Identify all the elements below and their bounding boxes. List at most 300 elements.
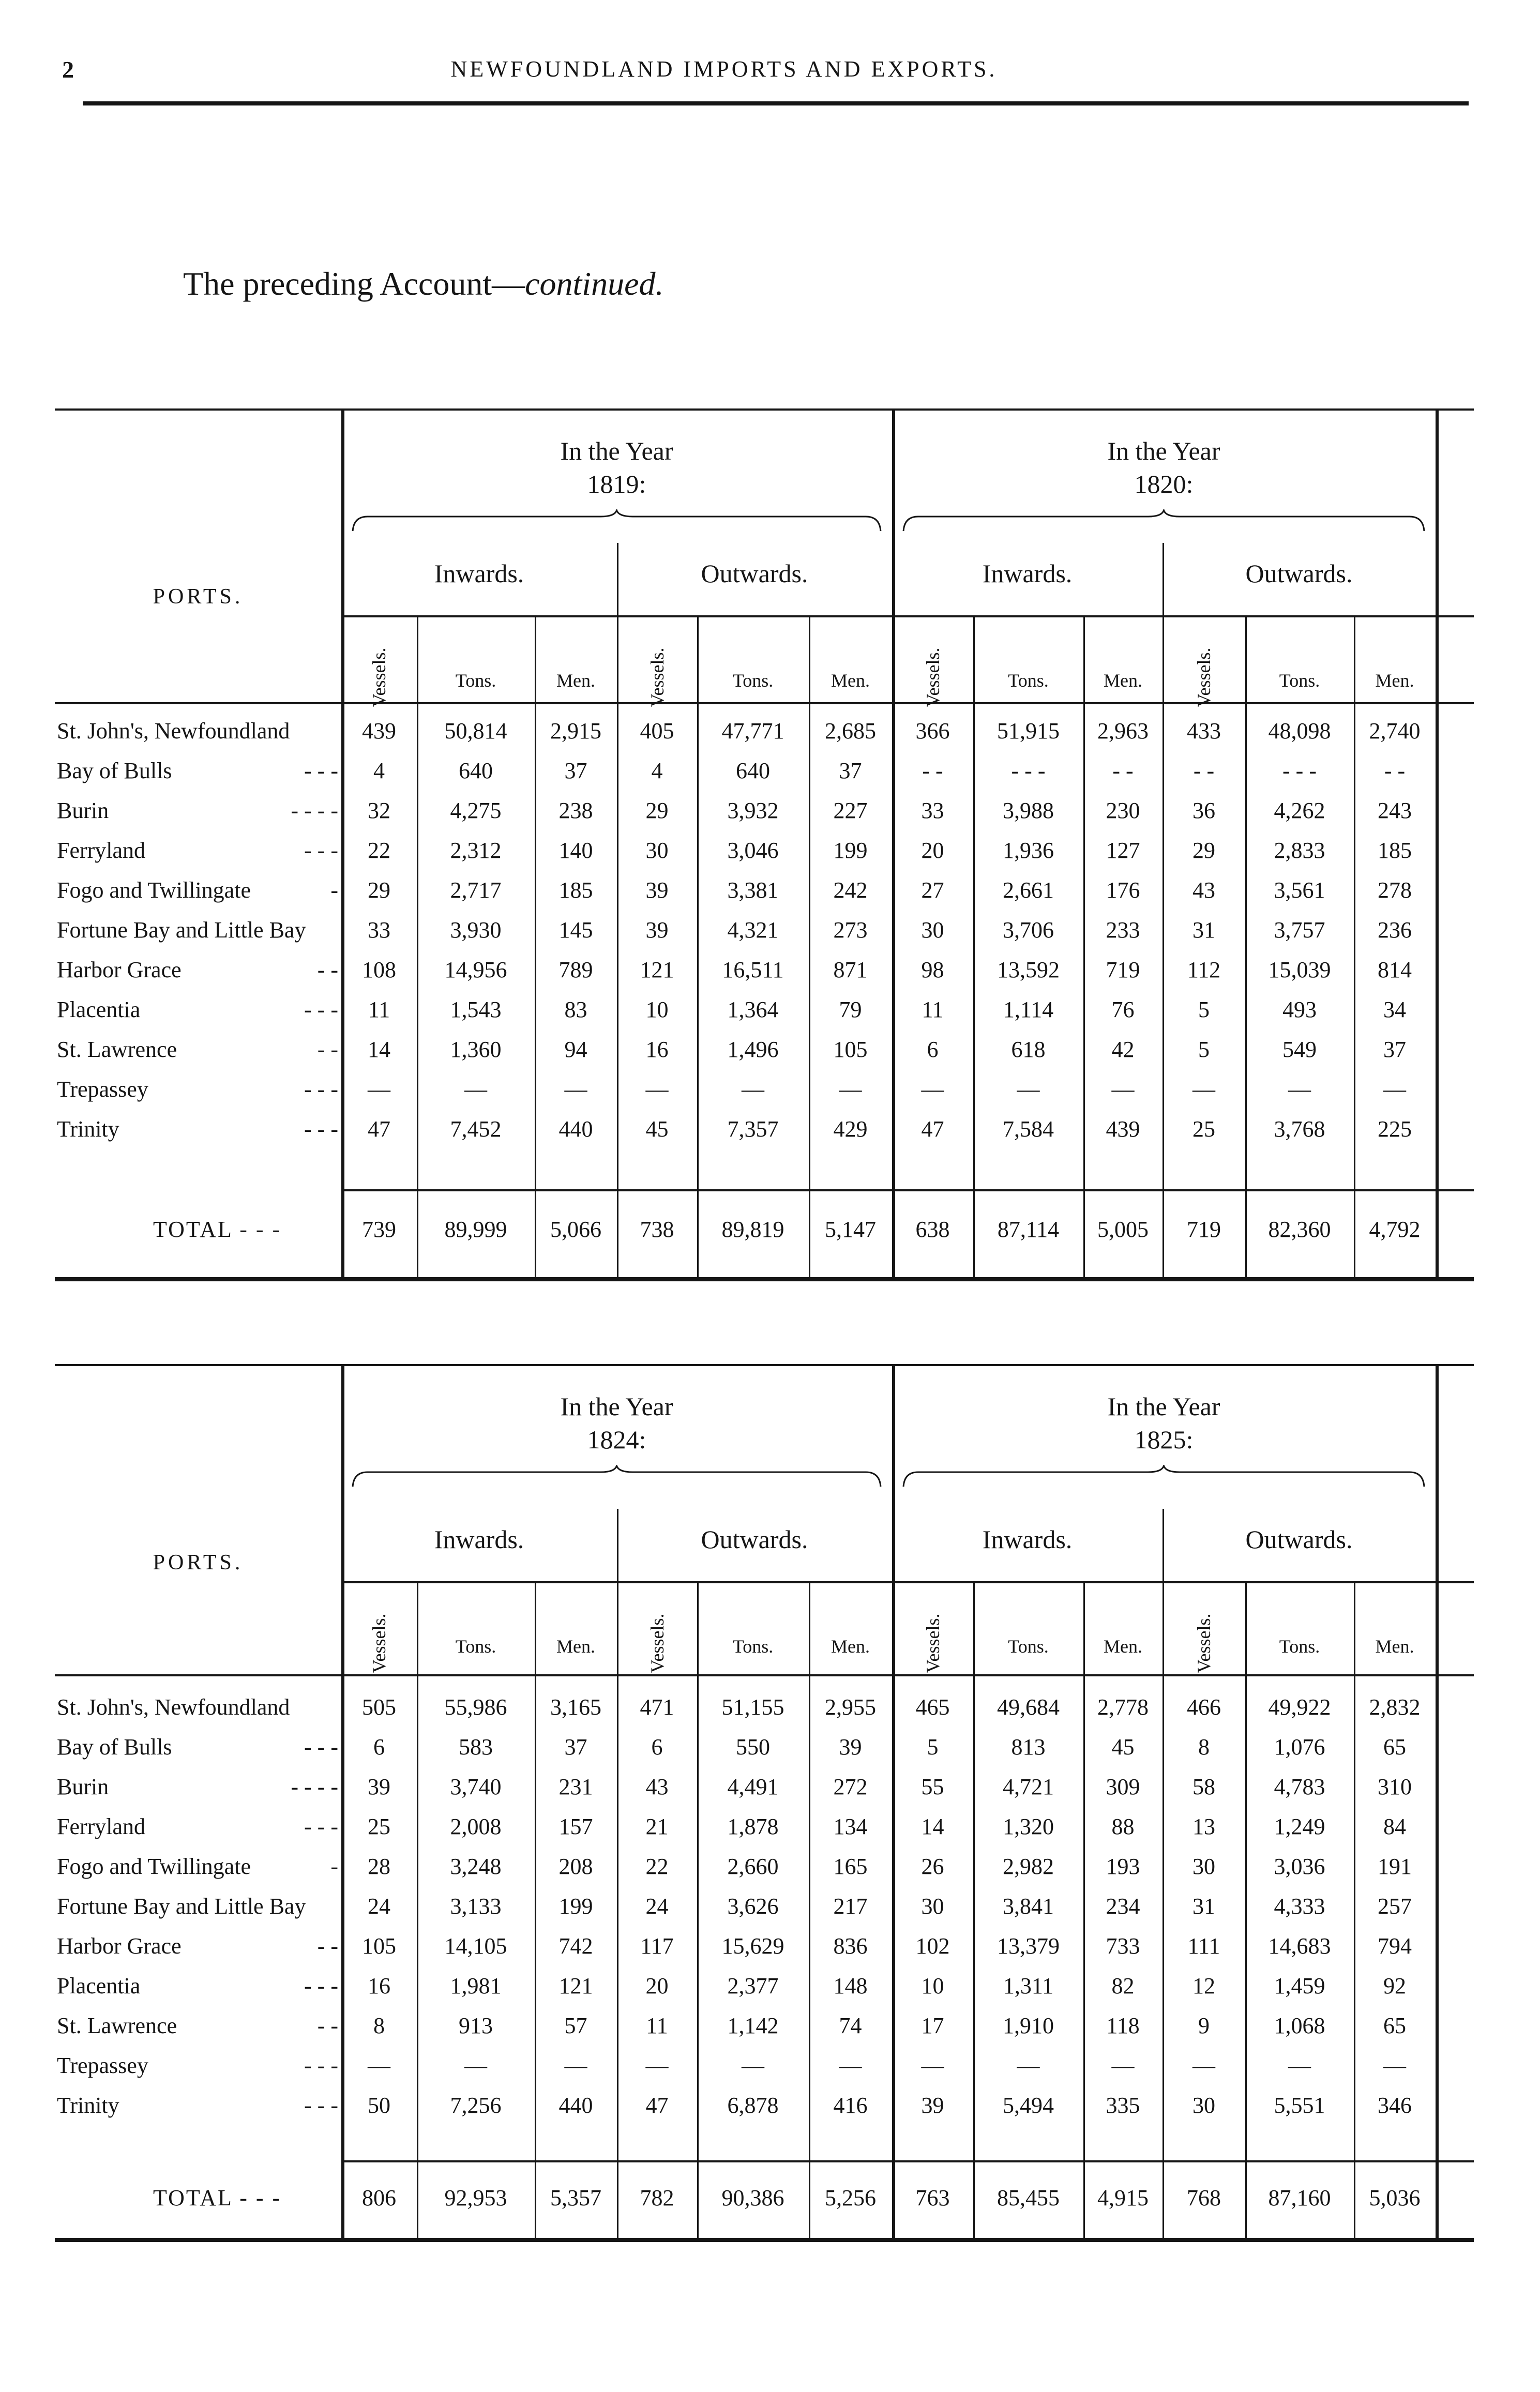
leader-dots: - - -	[304, 997, 338, 1022]
table-cell: 25	[1192, 1116, 1215, 1142]
port-name	[57, 1853, 344, 1880]
table-cell: 15,629	[721, 1933, 784, 1959]
port-label: Fortune Bay and Little Bay	[57, 1894, 306, 1919]
port-label: Harbor Grace	[57, 1933, 182, 1959]
table-cell: 121	[640, 957, 674, 982]
table-cell: 111	[1187, 1933, 1220, 1959]
table-cell: 440	[558, 1116, 593, 1142]
leader-dots: - - -	[304, 838, 338, 863]
total-label: TOTAL - - -	[153, 1217, 282, 1242]
leader-dots: - - - -	[291, 798, 338, 823]
port-name	[57, 1694, 344, 1720]
total-cell: 89,819	[721, 1217, 784, 1242]
total-cell: 5,357	[550, 2185, 601, 2211]
table-cell: 871	[833, 957, 868, 982]
table-cell: 39	[368, 1774, 390, 1799]
table-cell: 30	[921, 917, 944, 943]
port-label: Ferryland	[57, 1814, 146, 1839]
table-cell: —	[1111, 2053, 1135, 2078]
table-cell: 118	[1106, 2013, 1140, 2038]
year-label-text: In the Year	[560, 436, 673, 465]
table-cell: 11	[646, 2013, 668, 2038]
table-cell: 94	[564, 1037, 587, 1062]
port-name	[57, 877, 344, 903]
table-cell: 26	[921, 1854, 944, 1879]
table-cell: 208	[558, 1854, 593, 1879]
table-cell: 4,262	[1274, 798, 1325, 823]
table-cell: 76	[1111, 997, 1135, 1022]
total-cell: 763	[915, 2185, 950, 2211]
total-cell: 4,792	[1369, 1217, 1421, 1242]
year-heading	[892, 1390, 1436, 1456]
total-rule	[341, 2160, 1474, 2162]
table-cell: 550	[736, 1734, 770, 1760]
table-cell: 83	[564, 997, 587, 1022]
table-cell: 13,592	[997, 957, 1060, 982]
table-cell: 1,543	[450, 997, 502, 1022]
table-cell: 4	[373, 758, 385, 783]
table-cell: 37	[564, 758, 587, 783]
table-cell: 3,036	[1274, 1854, 1325, 1879]
table-cell: —	[368, 2053, 390, 2078]
table-cell: —	[1288, 1077, 1311, 1102]
leader-dots: - - - -	[291, 1774, 338, 1799]
table-cell: 13	[1192, 1814, 1215, 1839]
total-cell: 82,360	[1268, 1217, 1331, 1242]
port-name	[57, 1933, 344, 1959]
column-rule	[1083, 615, 1085, 1277]
table-cell: 465	[915, 1694, 950, 1720]
total-cell: 719	[1187, 1217, 1221, 1242]
year-brace	[902, 1465, 1425, 1488]
column-rule	[973, 615, 975, 1277]
table-cell: 1,068	[1274, 2013, 1325, 2038]
year-heading	[892, 434, 1436, 501]
total-rule	[341, 1189, 1474, 1191]
port-label: Fortune Bay and Little Bay	[57, 917, 306, 943]
port-label: Trepassey	[57, 2053, 148, 2078]
subhead-tons: Tons.	[1279, 1636, 1320, 1657]
table-cell: 3,165	[550, 1694, 601, 1720]
year-value: 1819:	[587, 470, 646, 498]
table-cell: - -	[1112, 758, 1134, 783]
table-cell: 3,988	[1003, 798, 1054, 823]
table-cell: 105	[833, 1037, 868, 1062]
table-cell: 9	[1198, 2013, 1210, 2038]
table-cell: 433	[1187, 718, 1221, 744]
table-cell: —	[1017, 2053, 1040, 2078]
table-cell: 1,114	[1003, 997, 1054, 1022]
port-name	[57, 917, 344, 943]
table-cell: 429	[833, 1116, 868, 1142]
port-label: Fogo and Twillingate	[57, 1854, 251, 1879]
table-cell: 742	[558, 1933, 593, 1959]
table-cell: 37	[564, 1734, 587, 1760]
table-cell: 134	[833, 1814, 868, 1839]
port-label: Ferryland	[57, 838, 146, 863]
table-cell: 14,105	[444, 1933, 507, 1959]
table-cell: 45	[645, 1116, 669, 1142]
table-cell: 145	[558, 917, 593, 943]
table-cell: 34	[1383, 997, 1406, 1022]
year-label-text: In the Year	[1107, 1392, 1220, 1421]
table-cell: 2,740	[1369, 718, 1421, 744]
table-cell: 814	[1378, 957, 1412, 982]
table-cell: 3,046	[727, 838, 779, 863]
table-cell: —	[1383, 2053, 1406, 2078]
table-cell: 7,584	[1003, 1116, 1054, 1142]
table-cell: 1,910	[1003, 2013, 1054, 2038]
table-cell: 39	[839, 1734, 862, 1760]
table-cell: 493	[1282, 997, 1317, 1022]
table-cell: 29	[1192, 838, 1215, 863]
total-cell: 739	[362, 1217, 396, 1242]
table-cell: 3,930	[450, 917, 502, 943]
total-cell: 87,160	[1268, 2185, 1331, 2211]
table-cell: 55	[921, 1774, 944, 1799]
group-label-inwards: Inwards.	[434, 559, 524, 588]
year-value: 1825:	[1134, 1425, 1194, 1454]
table-cell: 4,783	[1274, 1774, 1325, 1799]
subhead-tons: Tons.	[1008, 670, 1049, 691]
table-cell: 5,494	[1003, 2093, 1054, 2118]
port-label: Placentia	[57, 997, 141, 1022]
table-cell: 1,981	[450, 1973, 502, 1999]
table-cell: 1,076	[1274, 1734, 1325, 1760]
table-cell: —	[921, 1077, 944, 1102]
table-cell: 3,740	[450, 1774, 502, 1799]
port-name	[57, 1076, 344, 1102]
table-cell: 813	[1011, 1734, 1046, 1760]
leader-dots: - - -	[304, 1077, 338, 1102]
table-cell: —	[1111, 1077, 1135, 1102]
table-cell: 37	[839, 758, 862, 783]
column-rule	[1436, 408, 1439, 1277]
table-cell: 27	[921, 877, 944, 903]
table-cell: 32	[368, 798, 390, 823]
table-cell: —	[1288, 2053, 1311, 2078]
total-cell: 89,999	[444, 1217, 507, 1242]
table-cell: 1,936	[1003, 838, 1054, 863]
table-cell: 2,717	[450, 877, 502, 903]
port-name	[57, 1813, 344, 1840]
table-cell: 14	[368, 1037, 390, 1062]
group-label-outwards: Outwards.	[1245, 559, 1353, 588]
total-cell: 87,114	[997, 1217, 1060, 1242]
column-rule	[1245, 615, 1247, 1277]
table-cell: 57	[564, 2013, 587, 2038]
column-rule	[1162, 543, 1164, 1277]
table-cell: 2,778	[1097, 1694, 1149, 1720]
port-name	[57, 957, 344, 983]
table-cell: - -	[922, 758, 943, 783]
year-value: 1824:	[587, 1425, 646, 1454]
table-cell: —	[464, 2053, 487, 2078]
subhead-vessels	[364, 626, 395, 729]
table-cell: 640	[736, 758, 770, 783]
table-cell: 74	[839, 2013, 862, 2038]
table-cell: 127	[1106, 838, 1140, 863]
table-cell: 1,142	[727, 2013, 779, 2038]
table-cell: —	[742, 2053, 764, 2078]
table-cell: 65	[1383, 2013, 1406, 2038]
table-cell: —	[839, 2053, 862, 2078]
subhead-vessels	[364, 1592, 395, 1695]
group-label-outwards: Outwards.	[701, 559, 808, 588]
table-cell: 165	[833, 1854, 868, 1879]
leader-dots: - - -	[304, 1814, 338, 1839]
table-cell: 29	[368, 877, 390, 903]
year-brace	[352, 509, 882, 532]
year-brace	[902, 509, 1425, 532]
group-label-inwards: Inwards.	[434, 1525, 524, 1554]
running-head: NEWFOUNDLAND IMPORTS AND EXPORTS.	[450, 56, 998, 82]
table-cell: 185	[558, 877, 593, 903]
table-cell: 719	[1106, 957, 1140, 982]
table-cell: 7,256	[450, 2093, 502, 2118]
table-cell: 2,963	[1097, 718, 1149, 744]
table-cell: 227	[833, 798, 868, 823]
subhead-vessels	[642, 626, 673, 729]
port-label: St. Lawrence	[57, 2013, 177, 2038]
year-value: 1820:	[1134, 470, 1194, 498]
table-cell: 8	[373, 2013, 385, 2038]
port-name	[57, 2092, 344, 2118]
total-label: TOTAL - - -	[153, 2185, 282, 2211]
total-cell: 92,953	[444, 2185, 507, 2211]
table-cell: 273	[833, 917, 868, 943]
table-cell: 47	[921, 1116, 944, 1142]
table-cell: 4	[651, 758, 663, 783]
leader-dots: - - -	[304, 2053, 338, 2078]
table-cell: 2,955	[825, 1694, 876, 1720]
group-rule	[341, 615, 1474, 617]
table-cell: 58	[1192, 1774, 1215, 1799]
table-cell: 4,333	[1274, 1894, 1325, 1919]
table-cell: 176	[1106, 877, 1140, 903]
table-cell: 16	[645, 1037, 669, 1062]
year-label-text: In the Year	[1107, 436, 1220, 465]
table-cell: 49,922	[1268, 1694, 1331, 1720]
column-rule	[1354, 615, 1355, 1277]
table-cell: 22	[368, 838, 390, 863]
table-cell: 8	[1198, 1734, 1210, 1760]
header-bottom-rule	[55, 702, 1474, 704]
table-cell: 31	[1192, 917, 1215, 943]
table-cell: 2,915	[550, 718, 601, 744]
port-label: Fogo and Twillingate	[57, 877, 251, 903]
table-cell: 47	[645, 2093, 669, 2118]
total-cell: 5,256	[825, 2185, 876, 2211]
table-cell: 21	[645, 1814, 669, 1839]
total-cell: 782	[640, 2185, 674, 2211]
table-cell: 157	[558, 1814, 593, 1839]
table-cell: 121	[558, 1973, 593, 1999]
table-cell: 88	[1111, 1814, 1135, 1839]
table-cell: —	[645, 1077, 669, 1102]
subhead-vessels-text: Vessels.	[1194, 647, 1214, 707]
table-cell: 4,721	[1003, 1774, 1054, 1799]
table-cell: —	[1192, 2053, 1215, 2078]
subhead-tons: Tons.	[1008, 1636, 1049, 1657]
table-cell: 3,381	[727, 877, 779, 903]
port-name	[57, 1734, 344, 1760]
group-label-outwards: Outwards.	[1245, 1525, 1353, 1554]
leader-dots: - -	[317, 1037, 338, 1062]
ports-header: PORTS.	[153, 1551, 244, 1575]
port-name	[57, 2012, 344, 2039]
table-cell: 16	[368, 1973, 390, 1999]
table-cell: 45	[1111, 1734, 1135, 1760]
subhead-men: Men.	[1375, 1636, 1414, 1657]
table-cell: —	[1017, 1077, 1040, 1102]
table-cell: 309	[1106, 1774, 1140, 1799]
table-cell: 6	[651, 1734, 663, 1760]
table-cell: 193	[1106, 1854, 1140, 1879]
port-name	[57, 837, 344, 864]
subhead-vessels	[917, 626, 948, 729]
port-label: Trinity	[57, 2093, 119, 2118]
caption-plain: The preceding Account—	[183, 265, 525, 302]
table-cell: 242	[833, 877, 868, 903]
table-cell: 199	[558, 1894, 593, 1919]
table-cell: 16,511	[722, 957, 784, 982]
table-cell: 1,360	[450, 1037, 502, 1062]
total-cell: 5,005	[1097, 1217, 1149, 1242]
table-cell: 4,491	[727, 1774, 779, 1799]
table-cell: - - -	[1011, 758, 1046, 783]
table-cell: 231	[558, 1774, 593, 1799]
subhead-men: Men.	[1104, 1636, 1142, 1657]
table-cell: 33	[921, 798, 944, 823]
subhead-vessels	[1188, 1592, 1219, 1695]
column-rule	[535, 615, 536, 1277]
subhead-men: Men.	[831, 670, 870, 691]
leader-dots: - - -	[304, 2093, 338, 2118]
top-rule	[55, 1364, 1474, 1366]
table-cell: 6,878	[727, 2093, 779, 2118]
table-cell: 2,377	[727, 1973, 779, 1999]
port-name	[57, 1973, 344, 1999]
table-1824-1825	[55, 1364, 1477, 2253]
table-cell: 6	[927, 1037, 939, 1062]
table-cell: 236	[1378, 917, 1412, 943]
leader-dots: - - -	[304, 1116, 338, 1142]
table-cell: 30	[645, 838, 669, 863]
leader-dots: -	[330, 877, 338, 903]
table-cell: 2,833	[1274, 838, 1325, 863]
table-cell: 12	[1192, 1973, 1215, 1999]
column-rule	[697, 615, 699, 1277]
subhead-vessels-text: Vessels.	[646, 647, 668, 707]
port-label: St. Lawrence	[57, 1037, 177, 1062]
table-cell: 79	[839, 997, 862, 1022]
table-cell: 836	[833, 1933, 868, 1959]
table-cell: 3,757	[1274, 917, 1325, 943]
table-cell: 48,098	[1268, 718, 1331, 744]
year-heading	[341, 434, 892, 501]
table-cell: 14	[921, 1814, 944, 1839]
table-cell: 11	[922, 997, 944, 1022]
table-cell: 49,684	[997, 1694, 1060, 1720]
table-cell: 471	[640, 1694, 674, 1720]
subhead-tons: Tons.	[455, 1636, 496, 1657]
table-cell: 29	[645, 798, 669, 823]
table-cell: 17	[921, 2013, 944, 2038]
table-cell: 199	[833, 838, 868, 863]
table-cell: 583	[459, 1734, 493, 1760]
table-cell: 1,878	[727, 1814, 779, 1839]
total-cell: 768	[1187, 2185, 1221, 2211]
column-rule	[1436, 1364, 1439, 2238]
leader-dots: - -	[317, 1933, 338, 1959]
table-cell: 913	[459, 2013, 493, 2038]
table-cell: 14,683	[1268, 1933, 1331, 1959]
table-cell: 39	[645, 917, 669, 943]
table-cell: 3,133	[450, 1894, 502, 1919]
table-cell: 2,660	[727, 1854, 779, 1879]
bottom-rule	[55, 1277, 1474, 1281]
table-cell: 335	[1106, 2093, 1140, 2118]
table-cell: 3,626	[727, 1894, 779, 1919]
table-cell: 257	[1378, 1894, 1412, 1919]
table-cell: 47	[368, 1116, 390, 1142]
port-label: Harbor Grace	[57, 957, 182, 982]
table-cell: 185	[1378, 838, 1412, 863]
table-cell: 5,551	[1274, 2093, 1325, 2118]
table-cell: 36	[1192, 798, 1215, 823]
port-label: St. John's, Newfoundland	[57, 1694, 290, 1720]
table-cell: 2,661	[1003, 877, 1054, 903]
table-cell: 2,982	[1003, 1854, 1054, 1879]
table-cell: 20	[645, 1973, 669, 1999]
table-cell: 102	[915, 1933, 950, 1959]
subhead-tons: Tons.	[1279, 670, 1320, 691]
table-cell: 24	[368, 1894, 390, 1919]
table-cell: 43	[645, 1774, 669, 1799]
table-cell: 7,357	[727, 1116, 779, 1142]
table-cell: 466	[1187, 1694, 1221, 1720]
subhead-men: Men.	[1375, 670, 1414, 691]
column-rule	[417, 615, 418, 1277]
table-cell: - -	[1384, 758, 1406, 783]
group-label-outwards: Outwards.	[701, 1525, 808, 1554]
table-cell: —	[839, 1077, 862, 1102]
group-label-inwards: Inwards.	[982, 1525, 1073, 1554]
caption	[183, 265, 663, 303]
leader-dots: - - -	[304, 1973, 338, 1999]
table-cell: 233	[1106, 917, 1140, 943]
year-label-text: In the Year	[560, 1392, 673, 1421]
caption-italic: continued.	[525, 265, 664, 302]
port-label: St. John's, Newfoundland	[57, 718, 290, 744]
table-cell: - - -	[1282, 758, 1317, 783]
table-cell: 6	[373, 1734, 385, 1760]
subhead-vessels-text: Vessels.	[646, 1613, 668, 1673]
table-cell: 39	[645, 877, 669, 903]
leader-dots: - - -	[304, 1734, 338, 1760]
subhead-tons: Tons.	[732, 670, 774, 691]
total-cell: 90,386	[721, 2185, 784, 2211]
table-cell: 22	[645, 1854, 669, 1879]
table-cell: —	[1192, 1077, 1215, 1102]
table-cell: 28	[368, 1854, 390, 1879]
subhead-men: Men.	[556, 670, 595, 691]
table-cell: 42	[1111, 1037, 1135, 1062]
table-cell: 1,320	[1003, 1814, 1054, 1839]
total-cell: 5,147	[825, 1217, 876, 1242]
table-cell: 230	[1106, 798, 1140, 823]
